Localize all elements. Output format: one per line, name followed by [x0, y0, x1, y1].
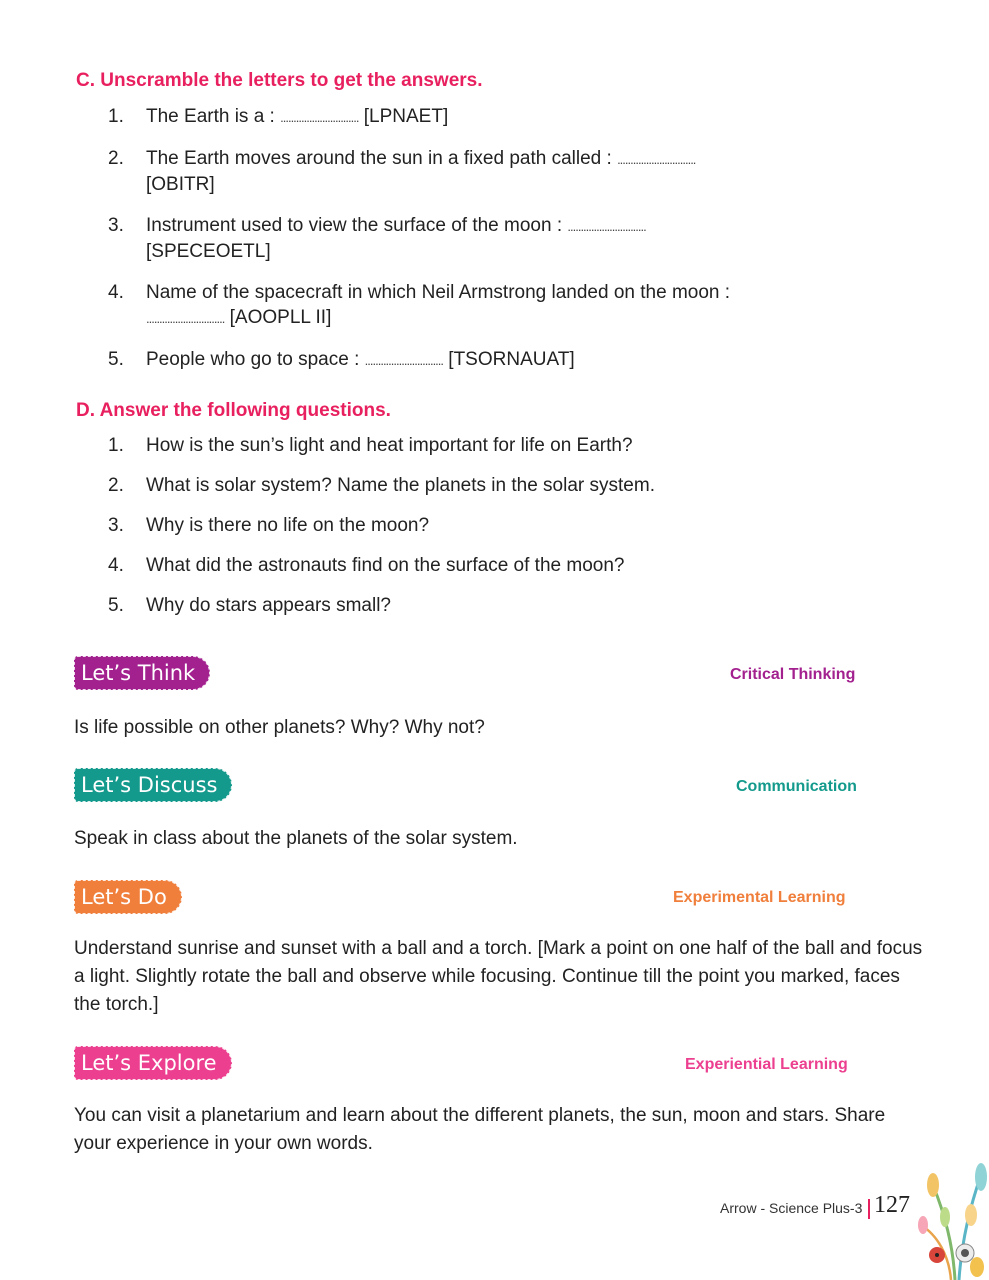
- section-d-heading: D. Answer the following questions.: [76, 400, 391, 421]
- item-number: 5.: [108, 349, 124, 370]
- question-text: People who go to space :: [146, 349, 365, 370]
- answer-blank: ..............................: [280, 110, 359, 125]
- skill-label-experiential-learning: Experiential Learning: [685, 1056, 848, 1073]
- list-item: [108, 347, 868, 373]
- lets-discuss-badge: Let’s Discuss: [74, 768, 232, 802]
- item-number: 4.: [108, 282, 124, 303]
- list-item: [108, 473, 868, 498]
- question-text: Name of the spacecraft in which Neil Armstrong landed on the moon :: [146, 282, 731, 303]
- question-text: What did the astronauts find on the surface of the moon?: [146, 555, 625, 576]
- scrambled-word: [AOOPLL II]: [224, 307, 332, 328]
- list-item: [108, 513, 868, 538]
- list-item: [108, 433, 868, 458]
- lets-explore-text: You can visit a planetarium and learn about the different planets, the sun, moon and stars. Share your experience in your own words.: [74, 1105, 886, 1154]
- section-c-list: [108, 104, 868, 373]
- question-text: Instrument used to view the surface of the moon :: [146, 215, 568, 236]
- lets-explore-badge: Let’s Explore: [74, 1046, 232, 1080]
- scrambled-word: [LPNAET]: [358, 106, 449, 127]
- question-text: How is the sun’s light and heat important for life on Earth?: [146, 435, 633, 456]
- list-item: [108, 213, 868, 264]
- item-number: 2.: [108, 475, 124, 496]
- section-d-list: [108, 433, 868, 618]
- footer-divider: [868, 1199, 870, 1219]
- skill-label-experimental-learning: Experimental Learning: [673, 889, 846, 906]
- question-text: The Earth moves around the sun in a fixed path called :: [146, 148, 618, 169]
- question-text: The Earth is a :: [146, 106, 281, 127]
- floral-decoration-icon: [915, 1155, 989, 1280]
- answer-blank: ..............................: [617, 152, 696, 167]
- list-item: [108, 553, 868, 578]
- lets-think-badge: Let’s Think: [74, 656, 210, 690]
- question-text: Why do stars appears small?: [146, 595, 391, 616]
- list-item: [108, 104, 868, 130]
- list-item: [108, 280, 868, 331]
- lets-discuss-text: Speak in class about the planets of the solar system.: [74, 828, 518, 849]
- item-number: 5.: [108, 595, 124, 616]
- question-text: Why is there no life on the moon?: [146, 515, 430, 536]
- lets-think-text: Is life possible on other planets? Why? Why not?: [74, 717, 485, 738]
- item-number: 1.: [108, 435, 124, 456]
- item-number: 1.: [108, 106, 124, 127]
- section-c-heading: C. Unscramble the letters to get the answers.: [76, 70, 483, 91]
- question-text: What is solar system? Name the planets in the solar system.: [146, 475, 655, 496]
- list-item: [108, 146, 868, 197]
- scrambled-word: [SPECEOETL]: [146, 241, 271, 262]
- scrambled-word: [OBITR]: [146, 174, 215, 195]
- item-number: 3.: [108, 215, 124, 236]
- lets-do-text: Understand sunrise and sunset with a ball and a torch. [Mark a point on one half of the ball and focus a light. Slightly rotate the ball and observe while focusing. Continue till the point you marked, faces the torch.]: [74, 938, 923, 1015]
- item-number: 2.: [108, 148, 124, 169]
- scrambled-word: [TSORNAUAT]: [443, 349, 575, 370]
- lets-do-badge: Let’s Do: [74, 880, 182, 914]
- item-number: 4.: [108, 555, 124, 576]
- skill-label-critical-thinking: Critical Thinking: [730, 666, 856, 683]
- book-title: Arrow - Science Plus-3: [720, 1200, 863, 1216]
- answer-blank: ..............................: [364, 353, 444, 368]
- page-number: 127: [874, 1192, 910, 1218]
- item-number: 3.: [108, 515, 124, 536]
- list-item: [108, 593, 868, 618]
- answer-blank: ..............................: [146, 311, 225, 326]
- skill-label-communication: Communication: [736, 778, 857, 795]
- answer-blank: ..............................: [567, 219, 646, 234]
